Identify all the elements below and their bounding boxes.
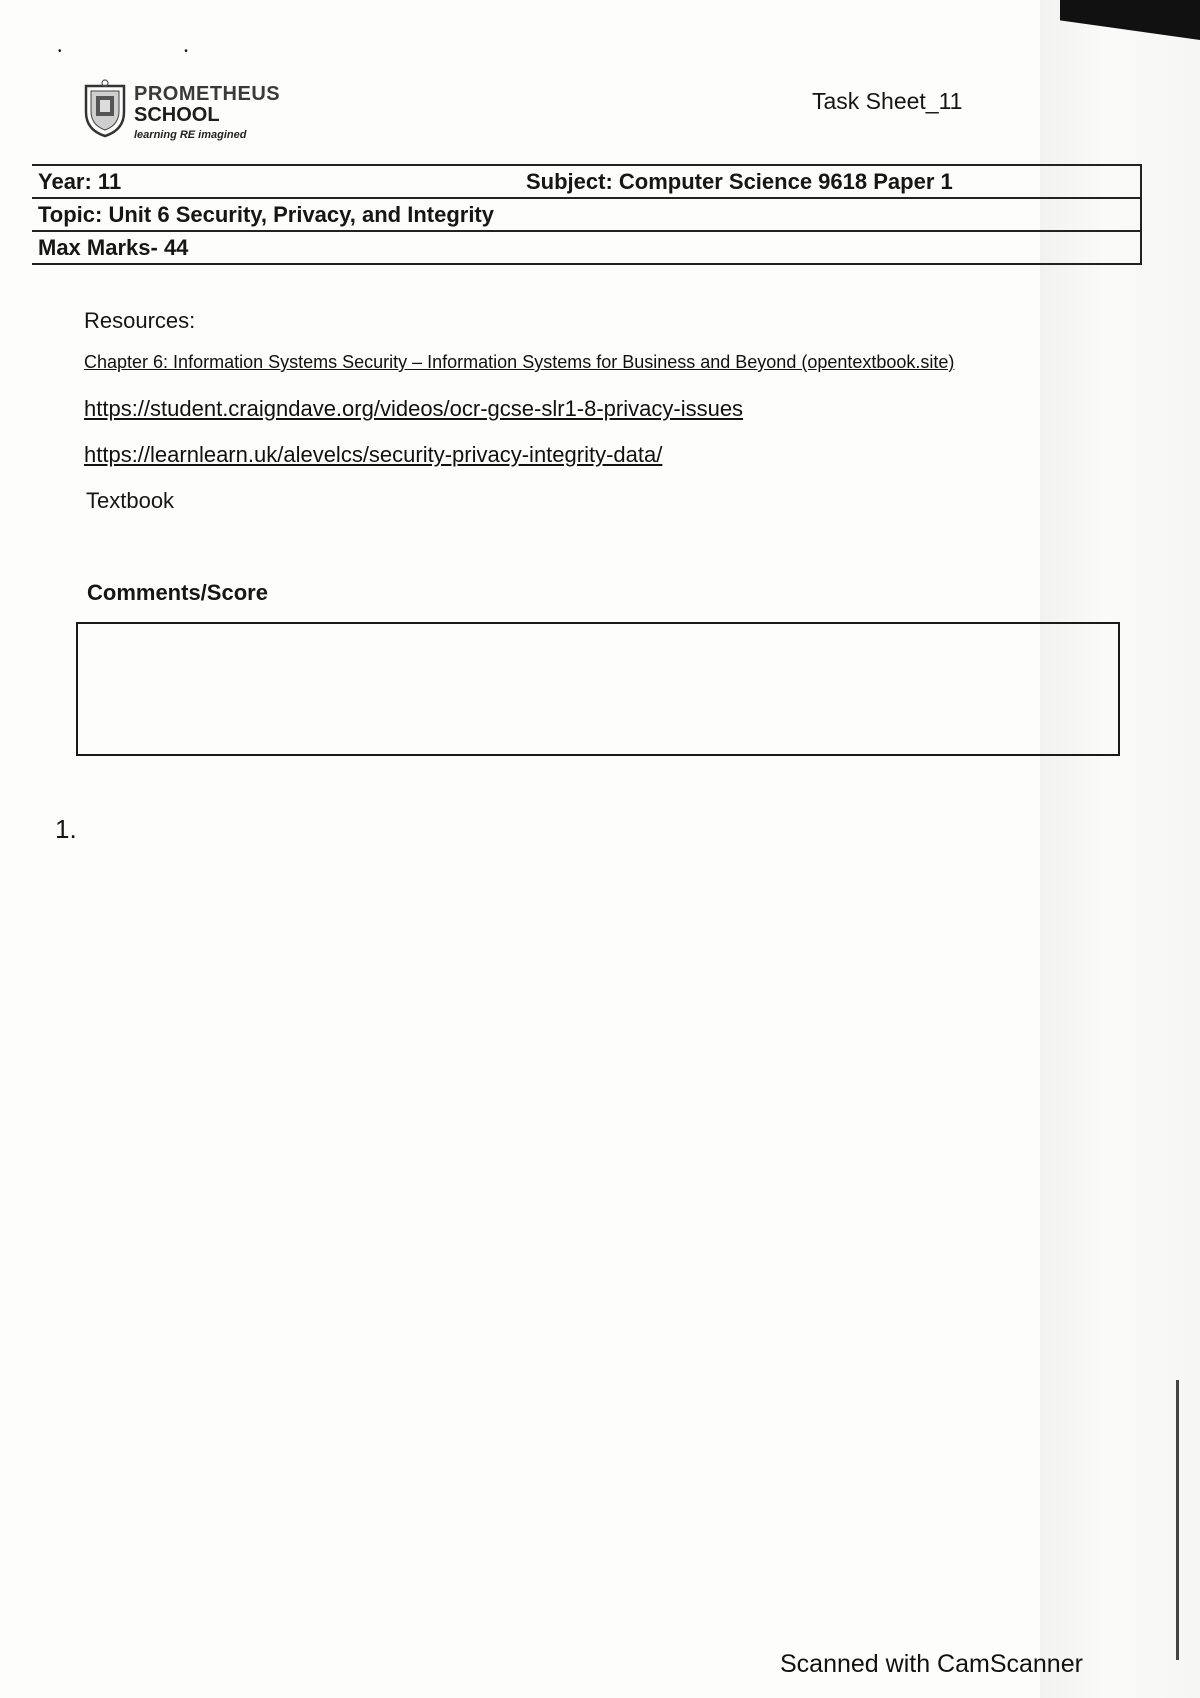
task-sheet-title: Task Sheet_11 [812, 88, 963, 114]
resource-link-craigndave[interactable]: https://student.craigndave.org/videos/ocr-gcse-slr1-8-privacy-issues [84, 396, 744, 421]
question-number: 1. [55, 814, 77, 844]
comments-score-box[interactable] [76, 622, 1120, 756]
scan-specks: • • [58, 46, 248, 57]
topic-label: Topic: Unit 6 Security, Privacy, and Integrity [38, 202, 494, 227]
school-logo [82, 78, 292, 142]
resource-textbook: Textbook [86, 488, 175, 513]
school-tagline: learning RE imagined [134, 129, 247, 141]
resource-link-learnlearn[interactable]: https://learnlearn.uk/alevelcs/security-privacy-integrity-data/ [84, 442, 663, 467]
comments-score-label: Comments/Score [87, 580, 268, 605]
scanner-watermark: Scanned with CamScanner [780, 1650, 1083, 1678]
resources-heading: Resources: [84, 308, 196, 333]
max-marks-label: Max Marks- 44 [38, 235, 189, 260]
header-row-year-subject [32, 164, 1142, 197]
school-crest-icon [82, 78, 128, 138]
scan-edge-line [1176, 1380, 1179, 1660]
year-label: Year: 11 [38, 169, 122, 194]
resource-link-opentextbook[interactable]: Chapter 6: Information Systems Security – Information Systems for Business and Beyond (opentextbook.site) [84, 352, 955, 372]
header-row-max-marks [32, 230, 1142, 265]
school-name: PROMETHEUS [134, 83, 281, 105]
header-row-topic [32, 197, 1142, 230]
header-table-border [1140, 164, 1142, 265]
subject-label: Subject: Computer Science 9618 Paper 1 [526, 169, 953, 194]
school-word: SCHOOL [134, 104, 220, 126]
header-table [32, 164, 1142, 265]
